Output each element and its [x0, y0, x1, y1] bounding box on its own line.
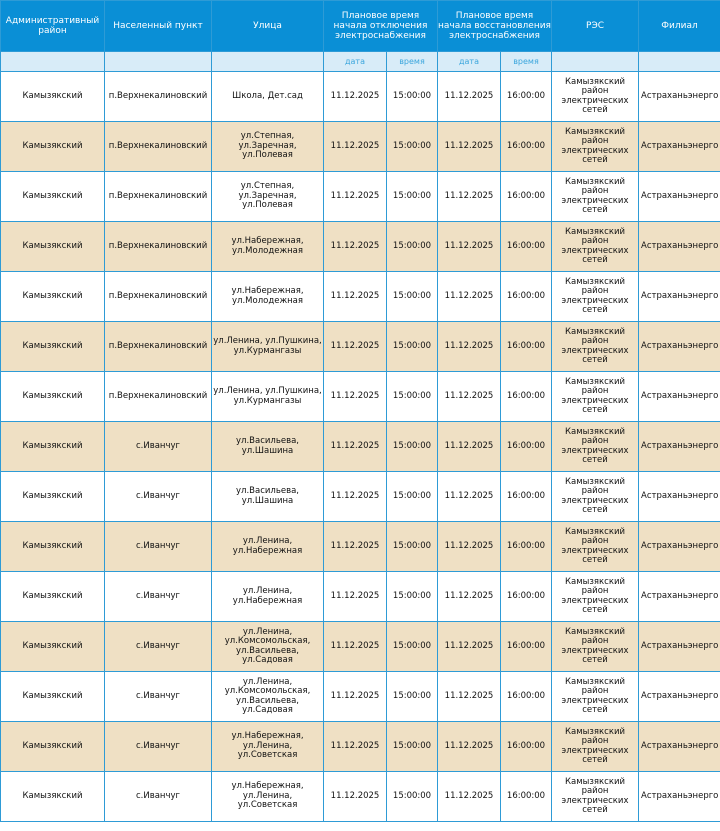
- cell-on-time: 16:00:00: [501, 422, 552, 472]
- cell-branch: Астраханьэнерго: [639, 272, 720, 322]
- cell-branch: Астраханьэнерго: [639, 422, 720, 472]
- cell-on-date: 11.12.2025: [438, 772, 501, 822]
- cell-branch: Астраханьэнерго: [639, 472, 720, 522]
- cell-branch: Астраханьэнерго: [639, 722, 720, 772]
- cell-on-time: 16:00:00: [501, 122, 552, 172]
- cell-locality: с.Иванчуг: [105, 572, 212, 622]
- cell-res: Камызякский район электрических сетей: [552, 122, 639, 172]
- table-row: [1, 272, 720, 322]
- cell-off-date: 11.12.2025: [324, 272, 387, 322]
- cell-district: Камызякский: [1, 322, 105, 372]
- table-row: [1, 572, 720, 622]
- subheader-empty: [212, 52, 324, 72]
- table-row: [1, 222, 720, 272]
- cell-off-time: 15:00:00: [387, 122, 438, 172]
- header-branch: Филиал: [639, 1, 720, 52]
- cell-district: Камызякский: [1, 472, 105, 522]
- cell-branch: Астраханьэнерго: [639, 322, 720, 372]
- header-district: Административный район: [1, 1, 105, 52]
- cell-off-date: 11.12.2025: [324, 722, 387, 772]
- table-row: [1, 722, 720, 772]
- cell-branch: Астраханьэнерго: [639, 222, 720, 272]
- cell-off-date: 11.12.2025: [324, 172, 387, 222]
- cell-street: ул.Набережная, ул.Молодежная: [212, 272, 324, 322]
- cell-locality: п.Верхнекалиновский: [105, 72, 212, 122]
- cell-branch: Астраханьэнерго: [639, 372, 720, 422]
- cell-res: Камызякский район электрических сетей: [552, 222, 639, 272]
- cell-district: Камызякский: [1, 672, 105, 722]
- cell-district: Камызякский: [1, 172, 105, 222]
- cell-res: Камызякский район электрических сетей: [552, 472, 639, 522]
- cell-off-date: 11.12.2025: [324, 122, 387, 172]
- cell-district: Камызякский: [1, 622, 105, 672]
- cell-branch: Астраханьэнерго: [639, 772, 720, 822]
- cell-on-time: 16:00:00: [501, 372, 552, 422]
- cell-district: Камызякский: [1, 72, 105, 122]
- cell-branch: Астраханьэнерго: [639, 172, 720, 222]
- cell-off-time: 15:00:00: [387, 672, 438, 722]
- cell-locality: с.Иванчуг: [105, 472, 212, 522]
- cell-res: Камызякский район электрических сетей: [552, 522, 639, 572]
- cell-district: Камызякский: [1, 222, 105, 272]
- table-row: [1, 672, 720, 722]
- cell-street: ул.Ленина, ул.Набережная: [212, 572, 324, 622]
- cell-locality: с.Иванчуг: [105, 722, 212, 772]
- table-row: [1, 772, 720, 822]
- cell-on-time: 16:00:00: [501, 222, 552, 272]
- cell-res: Камызякский район электрических сетей: [552, 772, 639, 822]
- cell-off-time: 15:00:00: [387, 772, 438, 822]
- cell-off-time: 15:00:00: [387, 572, 438, 622]
- cell-on-date: 11.12.2025: [438, 372, 501, 422]
- table-row: [1, 322, 720, 372]
- cell-on-time: 16:00:00: [501, 572, 552, 622]
- cell-branch: Астраханьэнерго: [639, 522, 720, 572]
- table-row: [1, 522, 720, 572]
- cell-street: ул.Ленина, ул.Пушкина, ул.Курмангазы: [212, 372, 324, 422]
- cell-on-date: 11.12.2025: [438, 222, 501, 272]
- cell-street: ул.Ленина, ул.Пушкина, ул.Курмангазы: [212, 322, 324, 372]
- header-locality: Населенный пункт: [105, 1, 212, 52]
- cell-on-date: 11.12.2025: [438, 172, 501, 222]
- cell-on-date: 11.12.2025: [438, 472, 501, 522]
- cell-res: Камызякский район электрических сетей: [552, 572, 639, 622]
- cell-locality: с.Иванчуг: [105, 622, 212, 672]
- cell-off-time: 15:00:00: [387, 422, 438, 472]
- cell-on-date: 11.12.2025: [438, 672, 501, 722]
- cell-on-time: 16:00:00: [501, 322, 552, 372]
- cell-on-date: 11.12.2025: [438, 122, 501, 172]
- cell-off-time: 15:00:00: [387, 72, 438, 122]
- cell-street: ул.Степная, ул.Заречная, ул.Полевая: [212, 122, 324, 172]
- cell-off-time: 15:00:00: [387, 472, 438, 522]
- cell-off-date: 11.12.2025: [324, 472, 387, 522]
- cell-street: ул.Набережная, ул.Молодежная: [212, 222, 324, 272]
- table-row: [1, 372, 720, 422]
- cell-off-date: 11.12.2025: [324, 622, 387, 672]
- cell-off-time: 15:00:00: [387, 272, 438, 322]
- cell-street: ул.Набережная, ул.Ленина, ул.Советская: [212, 772, 324, 822]
- cell-res: Камызякский район электрических сетей: [552, 672, 639, 722]
- cell-street: ул.Васильева, ул.Шашина: [212, 422, 324, 472]
- cell-res: Камызякский район электрических сетей: [552, 272, 639, 322]
- table-row: [1, 122, 720, 172]
- cell-off-date: 11.12.2025: [324, 422, 387, 472]
- cell-on-date: 11.12.2025: [438, 572, 501, 622]
- table-row: [1, 622, 720, 672]
- cell-off-time: 15:00:00: [387, 372, 438, 422]
- cell-on-time: 16:00:00: [501, 522, 552, 572]
- cell-off-time: 15:00:00: [387, 522, 438, 572]
- cell-district: Камызякский: [1, 272, 105, 322]
- cell-district: Камызякский: [1, 122, 105, 172]
- cell-branch: Астраханьэнерго: [639, 122, 720, 172]
- cell-on-time: 16:00:00: [501, 672, 552, 722]
- cell-off-time: 15:00:00: [387, 622, 438, 672]
- subheader-on-time: время: [501, 52, 552, 72]
- cell-district: Камызякский: [1, 572, 105, 622]
- cell-off-date: 11.12.2025: [324, 322, 387, 372]
- cell-locality: с.Иванчуг: [105, 522, 212, 572]
- cell-locality: п.Верхнекалиновский: [105, 222, 212, 272]
- cell-off-date: 11.12.2025: [324, 522, 387, 572]
- cell-locality: п.Верхнекалиновский: [105, 372, 212, 422]
- cell-district: Камызякский: [1, 722, 105, 772]
- cell-on-date: 11.12.2025: [438, 72, 501, 122]
- cell-street: Школа, Дет.сад: [212, 72, 324, 122]
- cell-on-time: 16:00:00: [501, 272, 552, 322]
- table-row: [1, 472, 720, 522]
- cell-locality: с.Иванчуг: [105, 772, 212, 822]
- cell-off-time: 15:00:00: [387, 222, 438, 272]
- cell-off-time: 15:00:00: [387, 172, 438, 222]
- cell-res: Камызякский район электрических сетей: [552, 422, 639, 472]
- cell-district: Камызякский: [1, 422, 105, 472]
- cell-res: Камызякский район электрических сетей: [552, 322, 639, 372]
- table-row: [1, 72, 720, 122]
- cell-branch: Астраханьэнерго: [639, 672, 720, 722]
- cell-on-time: 16:00:00: [501, 472, 552, 522]
- cell-on-date: 11.12.2025: [438, 722, 501, 772]
- cell-on-time: 16:00:00: [501, 722, 552, 772]
- cell-off-date: 11.12.2025: [324, 222, 387, 272]
- cell-locality: п.Верхнекалиновский: [105, 172, 212, 222]
- cell-res: Камызякский район электрических сетей: [552, 372, 639, 422]
- table-row: [1, 172, 720, 222]
- cell-on-time: 16:00:00: [501, 72, 552, 122]
- cell-res: Камызякский район электрических сетей: [552, 722, 639, 772]
- cell-on-time: 16:00:00: [501, 622, 552, 672]
- header-on-time: Плановое время начала восстановления электроснабжения: [438, 1, 552, 52]
- cell-street: ул.Ленина, ул.Комсомольская, ул.Васильева, ул.Садовая: [212, 672, 324, 722]
- cell-res: Камызякский район электрических сетей: [552, 622, 639, 672]
- cell-branch: Астраханьэнерго: [639, 572, 720, 622]
- cell-off-date: 11.12.2025: [324, 772, 387, 822]
- cell-off-date: 11.12.2025: [324, 672, 387, 722]
- header-street: Улица: [212, 1, 324, 52]
- cell-district: Камызякский: [1, 522, 105, 572]
- subheader-off-time: время: [387, 52, 438, 72]
- subheader-empty: [105, 52, 212, 72]
- cell-street: ул.Степная, ул.Заречная, ул.Полевая: [212, 172, 324, 222]
- cell-on-date: 11.12.2025: [438, 622, 501, 672]
- cell-on-date: 11.12.2025: [438, 322, 501, 372]
- cell-street: ул.Васильева, ул.Шашина: [212, 472, 324, 522]
- subheader-empty: [1, 52, 105, 72]
- cell-on-date: 11.12.2025: [438, 272, 501, 322]
- subheader-empty: [552, 52, 639, 72]
- cell-on-date: 11.12.2025: [438, 422, 501, 472]
- cell-locality: п.Верхнекалиновский: [105, 322, 212, 372]
- cell-district: Камызякский: [1, 772, 105, 822]
- table-row: [1, 422, 720, 472]
- cell-locality: с.Иванчуг: [105, 672, 212, 722]
- subheader-on-date: дата: [438, 52, 501, 72]
- cell-res: Камызякский район электрических сетей: [552, 172, 639, 222]
- cell-on-time: 16:00:00: [501, 772, 552, 822]
- subheader-off-date: дата: [324, 52, 387, 72]
- cell-street: ул.Ленина, ул.Комсомольская, ул.Васильева, ул.Садовая: [212, 622, 324, 672]
- cell-off-date: 11.12.2025: [324, 372, 387, 422]
- cell-street: ул.Ленина, ул.Набережная: [212, 522, 324, 572]
- cell-off-time: 15:00:00: [387, 722, 438, 772]
- cell-off-time: 15:00:00: [387, 322, 438, 372]
- cell-locality: с.Иванчуг: [105, 422, 212, 472]
- header-res: РЭС: [552, 1, 639, 52]
- cell-district: Камызякский: [1, 372, 105, 422]
- header-off-time: Плановое время начала отключения электроснабжения: [324, 1, 438, 52]
- cell-off-date: 11.12.2025: [324, 72, 387, 122]
- cell-locality: п.Верхнекалиновский: [105, 272, 212, 322]
- cell-locality: п.Верхнекалиновский: [105, 122, 212, 172]
- subheader-empty: [639, 52, 720, 72]
- cell-street: ул.Набережная, ул.Ленина, ул.Советская: [212, 722, 324, 772]
- cell-off-date: 11.12.2025: [324, 572, 387, 622]
- cell-branch: Астраханьэнерго: [639, 622, 720, 672]
- cell-on-time: 16:00:00: [501, 172, 552, 222]
- cell-on-date: 11.12.2025: [438, 522, 501, 572]
- cell-branch: Астраханьэнерго: [639, 72, 720, 122]
- cell-res: Камызякский район электрических сетей: [552, 72, 639, 122]
